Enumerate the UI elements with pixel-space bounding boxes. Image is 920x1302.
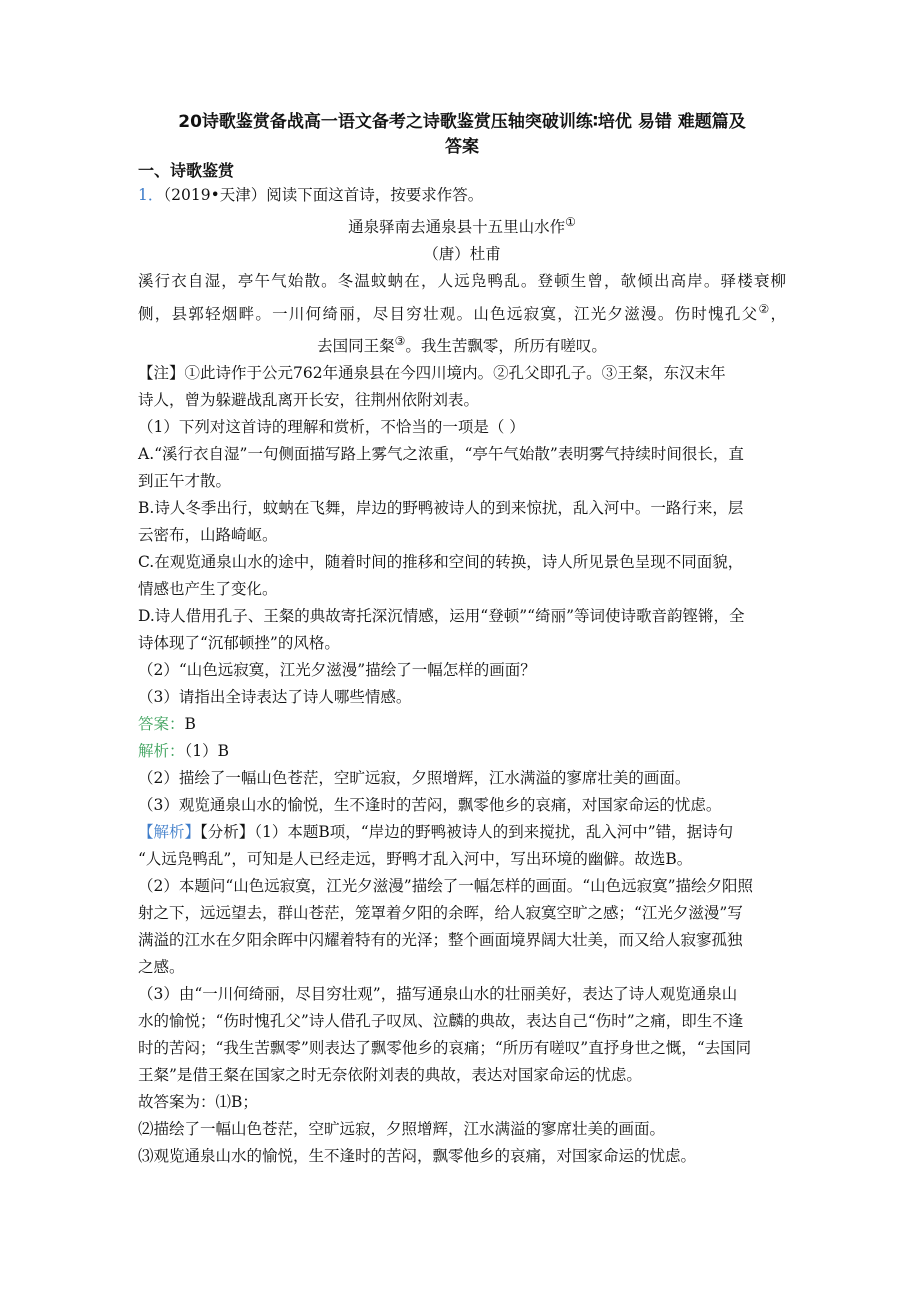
poem-line-2-mark: ②	[758, 301, 771, 316]
poem-line-3	[138, 328, 786, 360]
analysis-label: 解析：	[138, 742, 185, 760]
poem-line-3-text: 去国同王粲	[317, 337, 395, 355]
sub-question-3: （3）请指出全诗表达了诗人哪些情感。	[138, 688, 412, 706]
option-a-line-2: 到正午才散。	[138, 472, 232, 490]
poem-title-text: 通泉驿南去通泉县十五里山水作	[348, 218, 566, 236]
detail-3-line-2: 水的愉悦；“伤时愧孔父”诗人借孔子叹凤、泣麟的典故，表达自己“伤时”之痛，即生不逢	[138, 1012, 744, 1030]
detail-3-line-3: 时的苦闷；“我生苦飘零”则表达了飘零他乡的哀痛；“所历有嗟叹”直抒身世之慨，“去国同	[138, 1039, 752, 1057]
option-c-line-2: 情感也产生了变化。	[138, 580, 278, 598]
poem-line-3-end: 。我生苦飘零，所历有嗟叹。	[405, 337, 607, 355]
poem-line-2-end: ，	[770, 304, 786, 323]
analysis-line-3: （3）观览通泉山水的愉悦，生不逢时的苦闷，飘零他乡的哀痛，对国家命运的忧虑。	[138, 796, 722, 814]
option-a-line-1: A.“溪行衣自湿”一句侧面描写路上雾气之浓重，“亭午气始散”表明雾气持续时间很长，直	[138, 445, 744, 463]
option-d-line-2: 诗体现了“沉郁顿挫”的风格。	[138, 634, 340, 652]
document-page	[138, 110, 786, 1170]
section-heading: 一、诗歌鉴赏	[138, 161, 235, 180]
detail-3-line-4: 王粲”是借王粲在国家之时无奈依附刘表的典故，表达对国家命运的忧虑。	[138, 1066, 642, 1084]
sub-question-1: （1）下列对这首诗的理解和赏析，不恰当的一项是（ ）	[138, 418, 525, 436]
detail-3-line-1: （3）由“一川何绮丽，尽目穷壮观”，描写通泉山水的壮丽美好，表达了诗人观览通泉山	[138, 985, 738, 1003]
answer-line	[138, 711, 786, 738]
option-b-line-1: B.诗人冬季出行，蚊蚋在飞舞，岸边的野鸭被诗人的到来惊扰，乱入河中。一路行来，层	[138, 499, 744, 517]
option-d-line-1: D.诗人借用孔子、王粲的典故寄托深沉情感，运用“登顿”“绮丽”等词使诗歌音韵铿锵，全	[138, 607, 745, 625]
detail-tag: 【解析】	[138, 823, 201, 841]
poem-line-3-mark: ③	[394, 334, 406, 348]
analysis-line-2: （2）描绘了一幅山色苍茫，空旷远寂，夕照增辉，江水满溢的寥席壮美的画面。	[138, 769, 691, 787]
poem-title-mark: ①	[565, 215, 576, 229]
note-line-2: 诗人，曾为躲避战乱离开长安，往荆州依附刘表。	[138, 391, 480, 409]
answer-label: 答案：	[138, 715, 185, 733]
title-line-2: 答案	[445, 137, 479, 157]
answer-value: B	[184, 715, 196, 733]
option-b-line-2: 云密布，山路崎岖。	[138, 526, 278, 544]
option-c-line-1: C.在观览通泉山水的途中，随着时间的推移和空间的转换，诗人所见景色呈现不同面貌，	[138, 553, 744, 571]
poem-title	[138, 209, 786, 241]
poem-line-2-text: 侧，县郭轻烟畔。一川何绮丽，尽目穷壮观。山色远寂寞，江光夕滋漫。伤时愧孔父	[138, 304, 759, 323]
detail-2-line-2: 射之下，远远望去，群山苍茫，笼罩着夕阳的余晖，给人寂寞空旷之感；“江光夕滋漫”写	[138, 904, 743, 922]
poem-line-1: 溪行衣自湿，亭午气始散。冬温蚊蚋在，人远凫鸭乱。登顿生曾，欹倾出高岸。驿楼衰柳	[138, 272, 786, 290]
poem-line-2	[138, 296, 786, 329]
final-answer-label: 故答案为：⑴B；	[138, 1093, 258, 1111]
sub-question-2: （2）“山色远寂寞，江光夕滋漫”描绘了一幅怎样的画面？	[138, 661, 536, 679]
analysis-line-1	[138, 738, 786, 765]
detail-1-line-2: “人远凫鸭乱”，可知是人已经走远，野鸭才乱入河中，写出环境的幽僻。故选B。	[138, 850, 693, 868]
detail-2-line-4: 之感。	[138, 958, 185, 976]
detail-2-line-1: （2）本题问“山色远寂寞，江光夕滋漫”描绘了一幅怎样的画面。“山色远寂寞”描绘夕阳照	[138, 877, 754, 895]
note-line-1: 【注】①此诗作于公元762年通泉县在今四川境内。②孔父即孔子。③王粲，东汉末年	[138, 364, 726, 382]
detail-2-line-3: 满溢的江水在夕阳余晖中闪耀着特有的光泽；整个画面境界阔大壮美，而又给人寂寥孤独	[138, 931, 743, 949]
analysis-1: （1）B	[184, 742, 230, 760]
final-answer-3: ⑶观览通泉山水的愉悦，生不逢时的苦闷，飘零他乡的哀痛，对国家命运的忧虑。	[138, 1147, 697, 1165]
poem-author: （唐）杜甫	[423, 245, 501, 263]
detail-1-line-1	[138, 819, 786, 846]
final-answer-2: ⑵描绘了一幅山色苍茫，空旷远寂，夕照增辉，江水满溢的寥席壮美的画面。	[138, 1120, 666, 1138]
question-prompt-text: （2019•天津）阅读下面这首诗，按要求作答。	[163, 186, 484, 204]
detail-1a: 【分析】（1）本题B项，“岸边的野鸭被诗人的到来搅扰，乱入河中”错，据诗句	[200, 823, 734, 841]
title-line-1: 20诗歌鉴赏备战高一语文备考之诗歌鉴赏压轴突破训练∶培优 易错 难题篇及	[178, 112, 746, 132]
question-prompt	[138, 182, 786, 209]
question-number: 1．	[138, 186, 164, 204]
document-title	[138, 110, 786, 160]
